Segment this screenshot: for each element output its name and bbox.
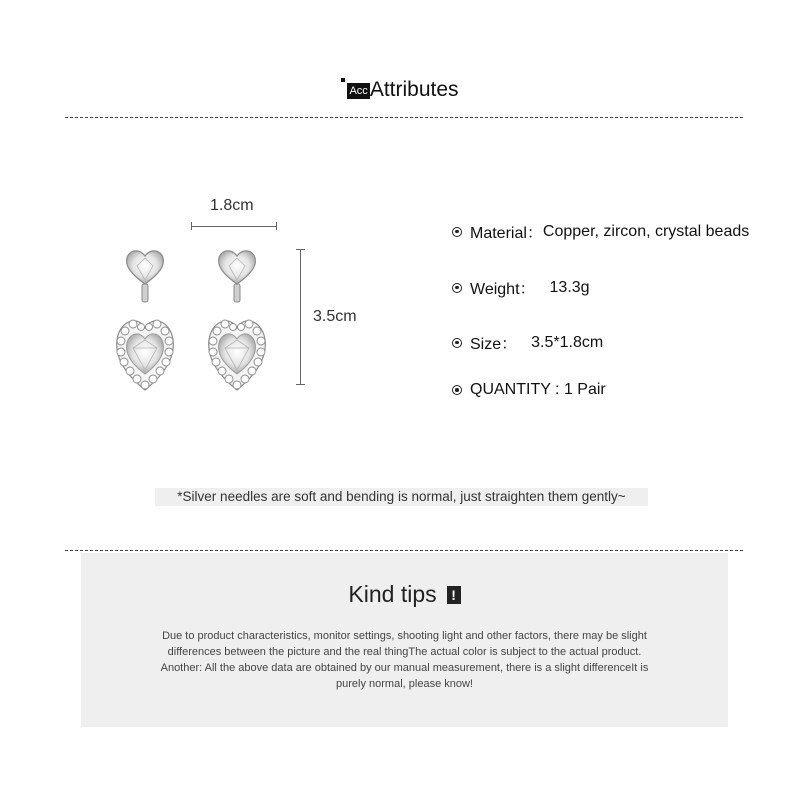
- attributes-title: Attributes: [369, 78, 459, 101]
- width-dimension-tick-right: [276, 222, 277, 230]
- tips-line: purely normal, please know!: [336, 678, 473, 690]
- attribute-label: Size：: [470, 336, 518, 353]
- height-dimension-tick-top: [296, 249, 305, 250]
- tips-line: Another: All the above data are obtained by our manual measurement, there is a slight differenceIt is: [160, 662, 649, 674]
- attribute-weight: [452, 276, 590, 299]
- tips-line: differences between the picture and the real thingThe actual color is subject to the actual product.: [167, 646, 642, 658]
- width-dimension-label: 1.8cm: [210, 197, 254, 214]
- attribute-material: [452, 220, 749, 243]
- bullet-icon: [452, 227, 462, 237]
- bullet-icon: [452, 385, 462, 395]
- attribute-size: [452, 331, 603, 354]
- earrings-product-image: [115, 244, 285, 396]
- height-dimension-label: 3.5cm: [313, 308, 357, 325]
- attribute-value: 13.3g: [549, 278, 590, 296]
- kind-tips-heading: [81, 581, 728, 608]
- bullet-icon: [452, 283, 462, 293]
- attributes-heading: [0, 78, 800, 102]
- attribute-label: Weight：: [470, 281, 536, 298]
- bullet-icon: [452, 338, 462, 348]
- needle-care-note: *Silver needles are soft and bending is normal, just straighten them gently~: [155, 488, 648, 506]
- width-dimension-tick-left: [191, 222, 192, 230]
- kind-tips-text: [111, 628, 698, 692]
- tips-line: Due to product characteristics, monitor settings, shooting light and other factors, there may be slight: [162, 630, 647, 642]
- square-dot-icon: [341, 78, 345, 82]
- attribute-value: Copper, zircon, crystal beads: [542, 222, 750, 240]
- height-dimension-line: [300, 249, 301, 384]
- attribute-quantity: [452, 381, 606, 399]
- kind-tips-panel: [81, 553, 728, 727]
- bottom-dashed-divider: [65, 550, 743, 551]
- attribute-value: 3.5*1.8cm: [531, 333, 604, 351]
- attribute-label: Material：: [470, 225, 543, 242]
- width-dimension-line: [191, 226, 277, 227]
- top-dashed-divider: [65, 117, 743, 118]
- height-dimension-tick-bottom: [296, 384, 305, 385]
- attribute-label: QUANTITY : 1 Pair: [470, 381, 606, 398]
- acc-badge: Acc: [349, 85, 368, 97]
- exclamation-icon: !: [447, 586, 461, 604]
- kind-tips-title: Kind tips: [348, 581, 437, 607]
